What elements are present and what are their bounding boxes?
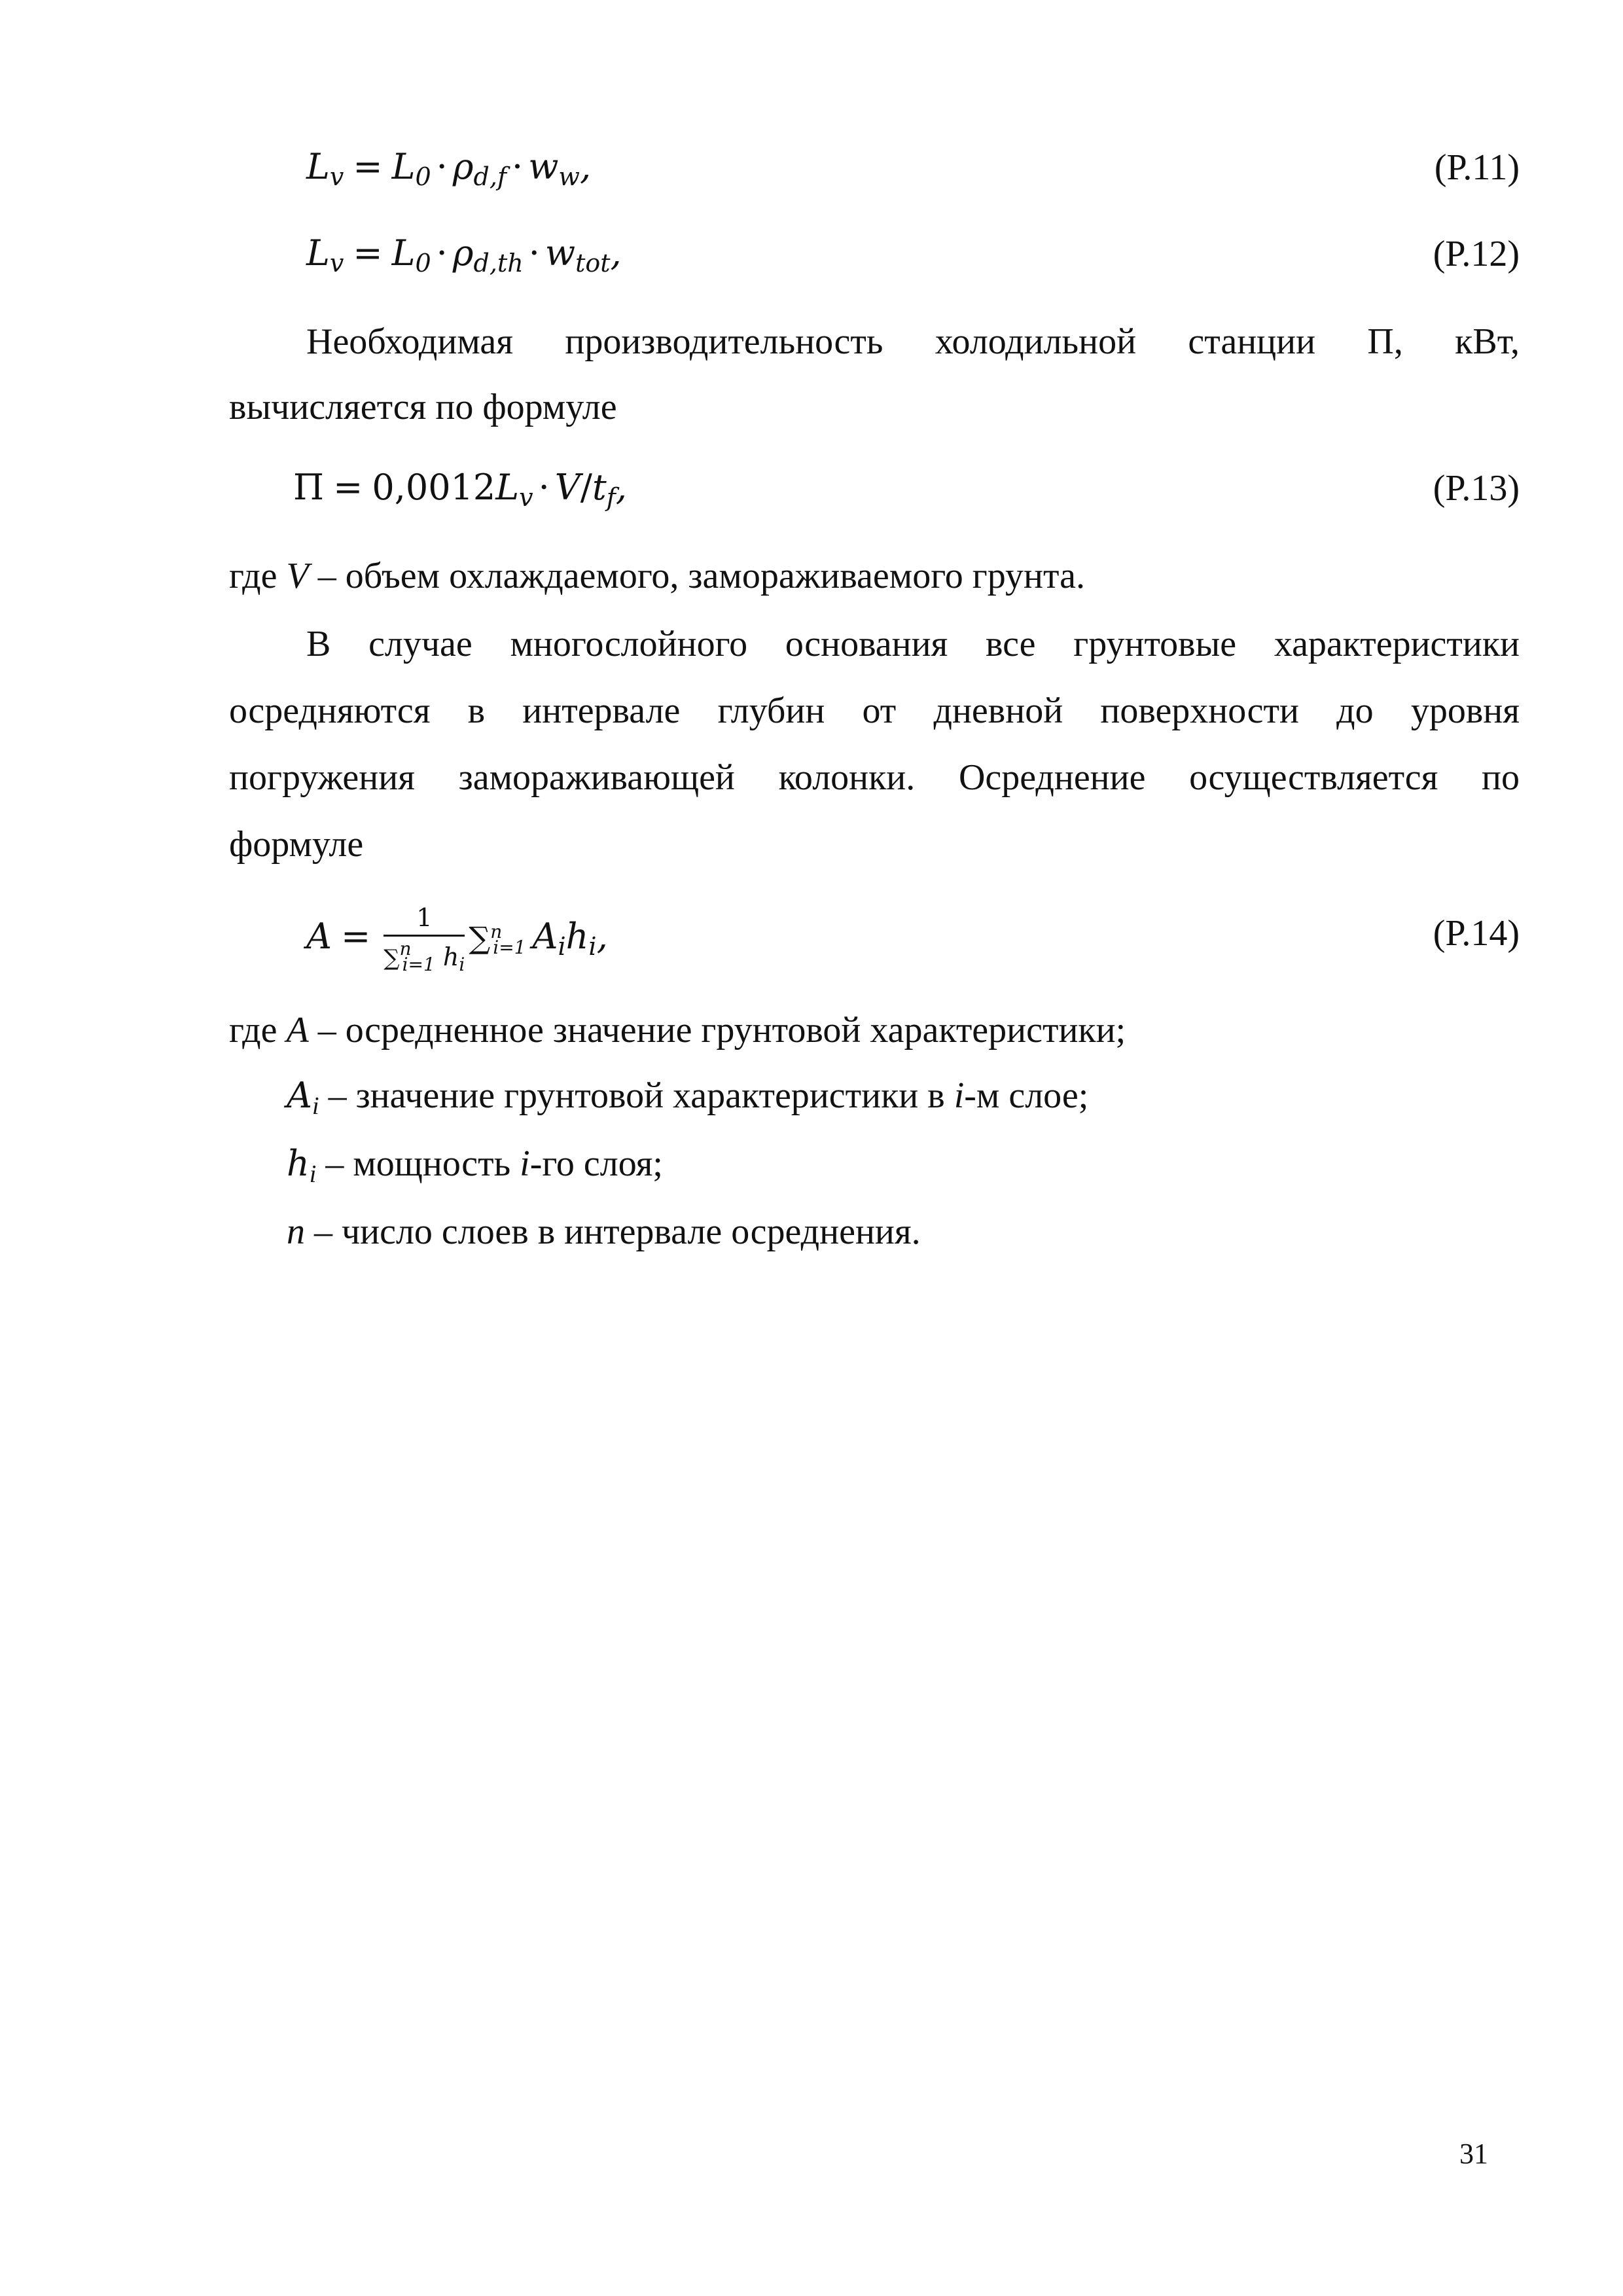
paragraph2-line2: осредняются в интервале глубин от дневной поверхности до уровня — [229, 691, 1520, 731]
paragraph2-line4: формуле — [229, 824, 364, 865]
definition-n: n – число слоев в интервале осреднения. — [287, 1211, 921, 1252]
definition-v: где V – объем охлаждаемого, замораживаемого грунта. — [229, 556, 1085, 596]
equation-number-p13: (P.13) — [1433, 468, 1520, 509]
paragraph1-line1: Необходимая производительность холодильной станции П, кВт, — [306, 321, 1520, 362]
equation-number-p14: (P.14) — [1433, 913, 1520, 954]
equation-p13: $П = 0,0012L_v \cdot V/t_f$, — [293, 467, 627, 512]
fraction: $\frac{1}{\sum^n_{i=1} h_i}$ — [383, 903, 465, 975]
definition-ai: $A_i$ – значение грунтовой характеристики в i-м слое; — [287, 1075, 1089, 1120]
equation-number-p12: (P.12) — [1433, 234, 1520, 274]
equation-p11: $L_v = L_0 \cdot \rho_{d,f} \cdot w_w$, — [306, 146, 592, 191]
definition-a: где A – осредненное значение грунтовой характеристики; — [229, 1010, 1126, 1050]
definition-hi: $h_i$ – мощность i-го слоя; — [287, 1143, 663, 1188]
paragraph2-line1: В случае многослойного основания все грунтовые характеристики — [306, 624, 1520, 664]
paragraph1-line2: вычисляется по формуле — [229, 387, 617, 427]
equation-number-p11: (P.11) — [1434, 147, 1520, 188]
equation-p14: A = $\frac{1}{\sum^n_{i=1} h_i}$ ∑$^n$i=1 $A_ih_i$, — [306, 903, 608, 975]
equation-p12: $L_v = L_0 \cdot \rho_{d,th} \cdot w_{tot}$, — [306, 232, 622, 278]
paragraph2-line3: погружения замораживающей колонки. Осреднение осуществляется по — [229, 757, 1520, 798]
page-number: 31 — [1459, 2138, 1488, 2170]
